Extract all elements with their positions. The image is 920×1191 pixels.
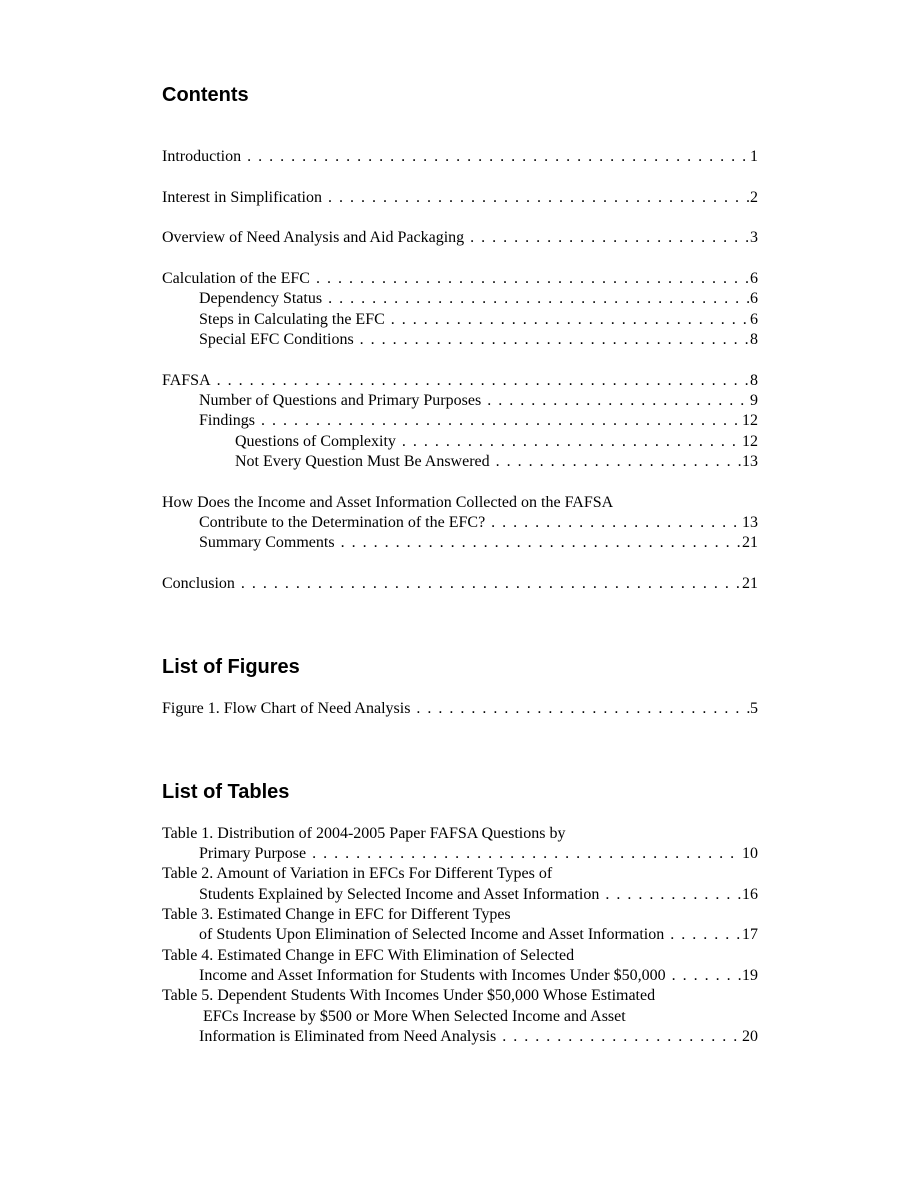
- contents-heading: Contents: [162, 84, 249, 106]
- toc-entry-page: 9: [750, 392, 758, 409]
- dot-leader: [211, 371, 750, 391]
- toc-entry-continuation[interactable]: [199, 513, 758, 533]
- table-entry-title-line[interactable]: Table 1. Distribution of 2004-2005 Paper FAFSA Questions by: [162, 825, 566, 842]
- toc-entry-page: 13: [742, 514, 758, 531]
- toc-subsubentry[interactable]: [235, 452, 758, 472]
- toc-entry-page: 12: [742, 433, 758, 450]
- table-entry-continuation[interactable]: [199, 1027, 758, 1047]
- toc-entry-page: 1: [750, 148, 758, 165]
- toc-entry-title: Students Explained by Selected Income and Asset Information: [199, 886, 600, 903]
- table-entry-continuation[interactable]: [199, 885, 758, 905]
- toc-entry[interactable]: [162, 371, 758, 391]
- toc-entry-title: Information is Eliminated from Need Analysis: [199, 1028, 497, 1045]
- dot-leader: [496, 1027, 742, 1047]
- toc-subentry[interactable]: [199, 533, 758, 553]
- toc-subentry[interactable]: [199, 391, 758, 411]
- toc-entry[interactable]: [162, 269, 758, 289]
- dot-leader: [241, 147, 750, 167]
- toc-entry-page: 21: [742, 575, 758, 592]
- toc-entry-page: 3: [750, 229, 758, 246]
- table-entry-continuation[interactable]: [199, 844, 758, 864]
- dot-leader: [664, 925, 742, 945]
- dot-leader: [481, 391, 750, 411]
- toc-entry-page: 21: [742, 534, 758, 551]
- table-entry-continuation[interactable]: [199, 925, 758, 945]
- toc-entry-page: 2: [750, 189, 758, 206]
- dot-leader: [485, 513, 742, 533]
- toc-entry-page: 12: [742, 412, 758, 429]
- toc-entry-title: Summary Comments: [199, 534, 335, 551]
- toc-entry-title: Figure 1. Flow Chart of Need Analysis: [162, 700, 411, 717]
- figure-entry[interactable]: [162, 699, 758, 719]
- table-entry-title-line[interactable]: Table 3. Estimated Change in EFC for Different Types: [162, 906, 511, 923]
- dot-leader: [410, 699, 750, 719]
- toc-entry-title: FAFSA: [162, 372, 211, 389]
- dot-leader: [310, 269, 750, 289]
- table-entry-title-line[interactable]: Table 4. Estimated Change in EFC With Elimination of Selected: [162, 947, 575, 964]
- tables-heading: List of Tables: [162, 781, 290, 803]
- table-entry-title-line[interactable]: Table 2. Amount of Variation in EFCs For Different Types of: [162, 865, 553, 882]
- table-entry-continuation[interactable]: [199, 966, 758, 986]
- toc-subentry[interactable]: [199, 330, 758, 350]
- toc-entry-page: 6: [750, 311, 758, 328]
- toc-entry-page: 13: [742, 453, 758, 470]
- toc-entry-title: Questions of Complexity: [235, 433, 396, 450]
- dot-leader: [255, 411, 742, 431]
- toc-entry-page: 6: [750, 270, 758, 287]
- toc-entry-page: 20: [742, 1028, 758, 1045]
- toc-entry-title: Steps in Calculating the EFC: [199, 311, 385, 328]
- toc-subentry[interactable]: [199, 289, 758, 309]
- dot-leader: [335, 533, 742, 553]
- table-entry-title-line[interactable]: EFCs Increase by $500 or More When Selected Income and Asset: [203, 1008, 626, 1025]
- toc-entry-title: Contribute to the Determination of the EFC?: [199, 514, 486, 531]
- dot-leader: [490, 452, 742, 472]
- toc-entry-title-line[interactable]: How Does the Income and Asset Information Collected on the FAFSA: [162, 494, 614, 511]
- toc-entry-page: 6: [750, 290, 758, 307]
- toc-entry-page: 19: [742, 967, 758, 984]
- dot-leader: [306, 844, 742, 864]
- toc-entry-page: 16: [742, 886, 758, 903]
- toc-entry-page: 5: [750, 700, 758, 717]
- dot-leader: [235, 574, 742, 594]
- toc-entry-title: Findings: [199, 412, 256, 429]
- toc-entry-page: 10: [742, 845, 758, 862]
- toc-entry-title: Introduction: [162, 148, 242, 165]
- toc-entry[interactable]: [162, 188, 758, 208]
- toc-entry-title: Calculation of the EFC: [162, 270, 310, 287]
- toc-entry-title: Primary Purpose: [199, 845, 307, 862]
- toc-subsubentry[interactable]: [235, 432, 758, 452]
- figures-heading: List of Figures: [162, 656, 300, 678]
- toc-entry-page: 8: [750, 331, 758, 348]
- toc-entry-title: Overview of Need Analysis and Aid Packaging: [162, 229, 465, 246]
- dot-leader: [385, 310, 750, 330]
- toc-entry[interactable]: [162, 147, 758, 167]
- dot-leader: [599, 885, 742, 905]
- dot-leader: [396, 432, 742, 452]
- toc-subentry[interactable]: [199, 411, 758, 431]
- toc-entry-title: Dependency Status: [199, 290, 323, 307]
- toc-entry-title: Interest in Simplification: [162, 189, 322, 206]
- toc-entry-title: Not Every Question Must Be Answered: [235, 453, 490, 470]
- table-entry-title-line[interactable]: Table 5. Dependent Students With Incomes Under $50,000 Whose Estimated: [162, 987, 656, 1004]
- toc-entry[interactable]: [162, 228, 758, 248]
- toc-entry-page: 17: [742, 926, 758, 943]
- toc-entry-title: Conclusion: [162, 575, 235, 592]
- dot-leader: [322, 289, 750, 309]
- toc-entry-title: Income and Asset Information for Students with Incomes Under $50,000: [199, 967, 666, 984]
- dot-leader: [322, 188, 750, 208]
- toc-subentry[interactable]: [199, 310, 758, 330]
- toc-entry[interactable]: [162, 574, 758, 594]
- dot-leader: [464, 228, 750, 248]
- toc-entry-title: Special EFC Conditions: [199, 331, 354, 348]
- toc-entry-page: 8: [750, 372, 758, 389]
- toc-entry-title: of Students Upon Elimination of Selected Income and Asset Information: [199, 926, 665, 943]
- dot-leader: [666, 966, 742, 986]
- toc-entry-title: Number of Questions and Primary Purposes: [199, 392, 482, 409]
- dot-leader: [354, 330, 750, 350]
